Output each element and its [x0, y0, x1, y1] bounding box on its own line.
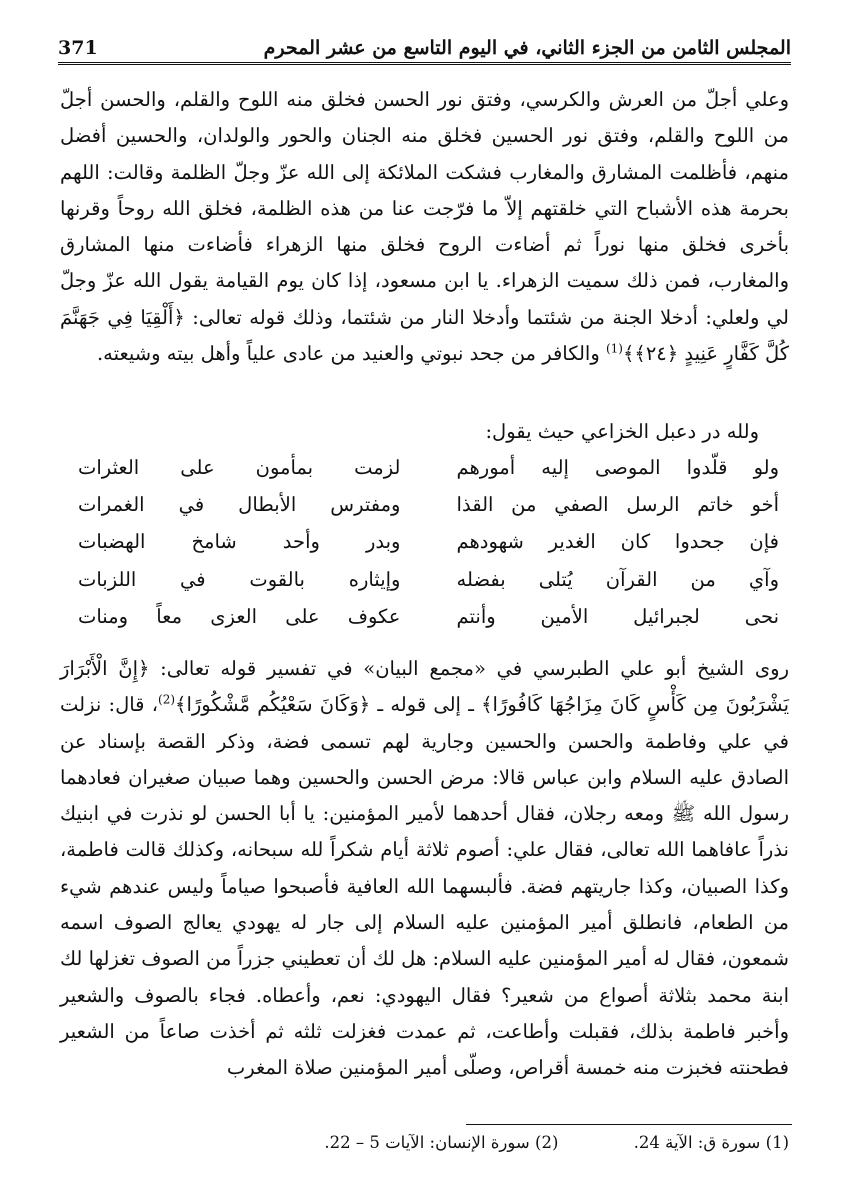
paragraph-1-text: وعلي أجلّ من العرش والكرسي، وفتق نور الحسن فخلق منه اللوح والقلم، والحسن أجلّ من اللوح والقلم، وفتق نور الحسين فخلق منه الجنان والحور والولدان، والحسين أفضل منهم، فأظلمت المشارق والمغارب فشكت الملائكة إلى الله عزّ وجلّ الظلمة وقالت: اللهم بحرمة هذه الأشباح التي خلقتهم إلاّ ما فرّجت عنا من هذه الظلمة، فخلق الله روحاً وقرنها بأخرى فخلق منها نوراً ثم أضاءت الروح فخلق منها الزهراء فأضاءت منها المشارق والمغارب، فمن ذلك سميت الزهراء. يا ابن مسعود، إذا كان يوم القيامة يقول الله عزّ وجلّ لي ولعلي: أدخلا الجنة من شئتما وأدخلا النار من شئتما، وذلك قوله تعالى:: [60, 88, 790, 329]
poem-verse: [78, 599, 779, 636]
poem-verse: [78, 487, 779, 524]
verse-second-hemistich: وبدر وأحد شامخ الهضبات: [78, 530, 401, 554]
paragraph-2-continuation: ، قال: نزلت في علي وفاطمة والحسن والحسين وجارية لهم تسمى فضة، وذكر القصة بإسناد عن الصادق عليه السلام وابن عباس قالا: مرض الحسن والحسين وهما صبيان صغيران فعادهما رسول الله ﷺ ومعه رجلان، فقال أحدهما لأمير المؤمنين: يا أبا الحسن لو نذرت في ابنيك نذراً عافاهما الله تعالى، فقال علي: أصوم ثلاثة أيام شكراً لله سبحانه، وكذلك قالت فاطمة، وكذا الصبيان، وكذا جاريتهم فضة. فألبسهما الله العافية فأصبحوا صياماً وليس عندهم شيء من الطعام، فانطلق أمير المؤمنين عليه السلام إلى جار له يهودي يعالج الصوف اسمه شمعون، فقال له أمير المؤمنين عليه السلام: هل لك أن تعطيني جزراً من الصوف تغزلها لك ابنة محمد بثلاثة أصواع من شعير؟ فقال اليهودي: نعم، وأعطاه. فجاء بالصوف والشعير وأخبر فاطمة بذلك، فقبلت وأطاعت، ثم عمدت فغزلت ثلثه ثم أخذت صاعاً من الشعير فطحنته فخبزت منه خمسة أقراص، وصلّى أمير المؤمنين صلاة المغرب: [60, 693, 789, 1080]
verse-first-hemistich: أخو خاتم الرسل الصفي من القذا: [456, 493, 779, 517]
verse-first-hemistich: نحى لجبرائيل الأمين وأنتم: [456, 604, 779, 628]
verse-first-hemistich: ولو قلّدوا الموصى إليه أمورهم: [456, 456, 779, 479]
poem-verse: [78, 524, 779, 561]
footnote-mark: (1): [765, 1133, 789, 1152]
verse-first-hemistich: فإن جحدوا كان الغدير شهودهم: [456, 530, 779, 554]
poem-verse: [78, 450, 779, 487]
footnote-ref-2[interactable]: (2): [158, 692, 176, 707]
header-rule: [58, 62, 791, 65]
footnote-rule: [466, 1124, 792, 1125]
footnote-2: [324, 1130, 558, 1156]
verse-second-hemistich: ومفترس الأبطال في الغمرات: [78, 493, 401, 517]
footnotes: [254, 1130, 789, 1156]
footnote-text: سورة الإنسان: الآيات 5 – 22.: [324, 1133, 530, 1152]
poem-verse: [78, 562, 779, 599]
paragraph-1: [60, 82, 789, 372]
verse-second-hemistich: لزمت بمأمون على العثرات: [78, 456, 401, 479]
verse-first-hemistich: وآي من القرآن يُتلى بفضله: [456, 567, 779, 591]
paragraph-2: [60, 651, 789, 1087]
main-text-top: [60, 82, 789, 372]
quran-verse-1: ﴿أَلْقِيَا فِي جَهَنَّمَ كُلَّ كَفَّارٍ عَنِيدٍ ﴿٢٤﴾﴾: [60, 305, 789, 366]
paragraph-1-continuation: والكافر من جحد نبوتي والعنيد من عادى علياً وأهل بيته وشيعته.: [96, 342, 606, 366]
paragraph-2-text: روى الشيخ أبو علي الطبرسي في «مجمع البيان» في تفسير قوله تعالى:: [160, 657, 789, 680]
footnote-1: [634, 1130, 789, 1156]
verse-second-hemistich: عكوف على العزى معاً ومنات: [78, 604, 401, 628]
page-number: 371: [58, 37, 98, 59]
quran-verse-2: ﴿إِنَّ الْأَبْرَارَ يَشْرَبُونَ مِن كَأْسٍ كَانَ مِزَاجُهَا كَافُورًا﴾ ـ إلى قوله ـ ﴿وَكَانَ سَعْيُكُم مَّشْكُورًا﴾: [60, 657, 789, 717]
chapter-title: المجلس الثامن من الجزء الثاني، في اليوم التاسع من عشر المحرم: [263, 37, 791, 59]
poem: [78, 450, 779, 636]
footnote-mark: (2): [535, 1133, 559, 1152]
verse-second-hemistich: وإيثاره بالقوت في اللزبات: [78, 567, 401, 591]
running-header: [58, 34, 791, 62]
poem-intro: ولله در دعبل الخزاعي حيث يقول:: [485, 420, 759, 443]
main-text-bottom: [60, 651, 789, 1087]
footnote-text: سورة ق: الآية 24.: [633, 1133, 761, 1152]
footnote-ref-1[interactable]: (1): [605, 341, 623, 356]
